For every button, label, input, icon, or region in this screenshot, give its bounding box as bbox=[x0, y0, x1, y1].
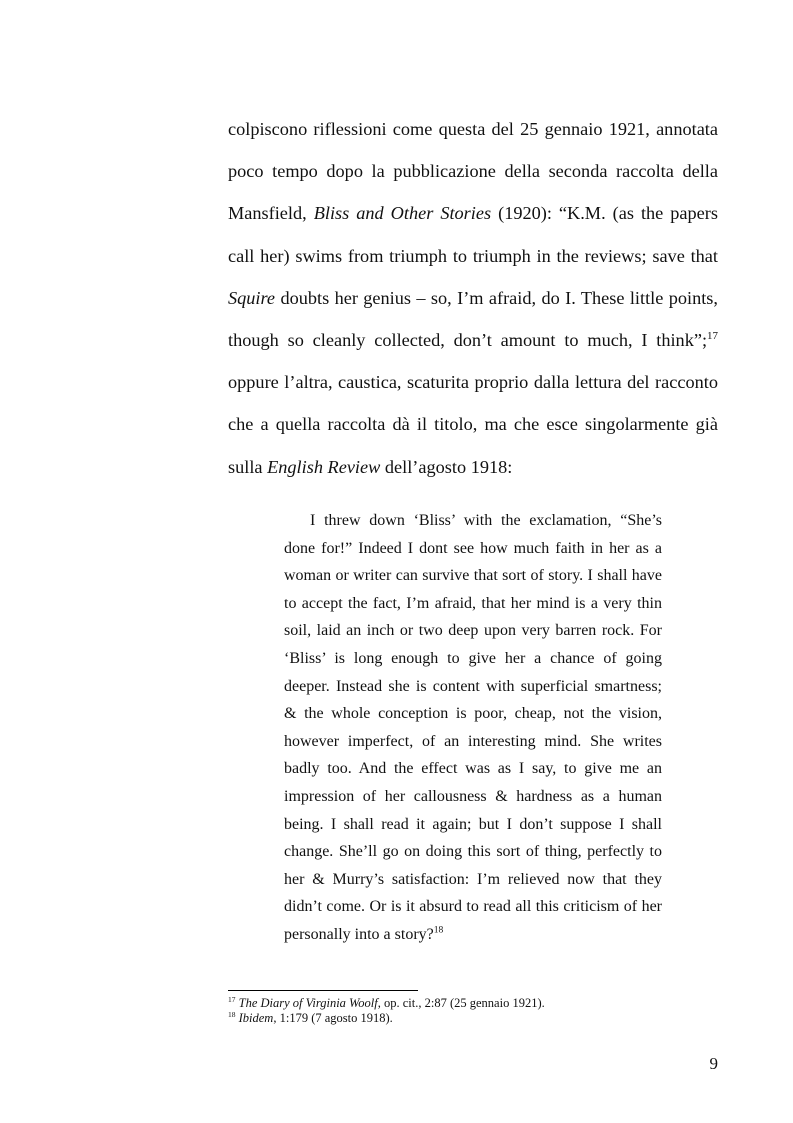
quote-text: I threw down ‘Bliss’ with the exclamation, “She’s done for!” Indeed I dont see how much faith in her as a woman or writer can survive that sort of story. I shall have to accept the fact, I’m afraid, that her mind is a very thin soil, laid an inch or two deep upon very barren rock. For ‘Bliss’ is long enough to give her a chance of going deeper. Instead she is content with superficial smartness; & the whole conception is poor, cheap, not the vision, however imperfect, of an interesting mind. She writes badly too. And the effect was as I say, to give me an impression of her callousness & hardness as a human being. I shall read it again; but I don’t suppose I shall change. She’ll go on doing this sort of thing, perfectly to her & Murry’s satisfaction: I’m relieved now that they didn’t come. Or is it absurd to read all this criticism of her personally into a story? bbox=[284, 512, 662, 943]
body-text-2: (1920): “K.M. (as the papers call her) swims from triumph to triumph in the reviews; save that bbox=[228, 203, 718, 266]
footnote-17 bbox=[228, 996, 728, 1011]
body-text-3: doubts her genius – so, I’m afraid, do I. These little points, though so cleanly collected, don’t amount to much, I think”; bbox=[228, 287, 718, 351]
footnotes bbox=[228, 996, 728, 1026]
block-quote bbox=[284, 507, 662, 949]
footnote-separator bbox=[228, 990, 418, 991]
body-paragraph bbox=[228, 108, 718, 488]
footnote-ref-18[interactable]: 18 bbox=[433, 924, 444, 936]
body-text-1: colpiscono riflessioni come questa del 25 gennaio 1921, annotata poco tempo dopo la pubblicazione della seconda raccolta della Mansfield, bbox=[228, 119, 718, 224]
footnote-title: The Diary of Virginia Woolf bbox=[238, 996, 378, 1010]
body-text-5: dell’agosto 1918: bbox=[380, 456, 513, 477]
footnote-text: , 1:179 (7 agosto 1918). bbox=[273, 1011, 393, 1025]
squire-name: Squire bbox=[228, 287, 276, 308]
page-number: 9 bbox=[709, 1054, 718, 1073]
footnote-text: , op. cit., 2:87 (25 gennaio 1921). bbox=[377, 996, 545, 1010]
review-title: English Review bbox=[267, 456, 381, 477]
body-text-4: oppure l’altra, caustica, scaturita proprio dalla lettura del racconto che a quella raccolta dà il titolo, ma che esce singolarmente già sulla bbox=[228, 372, 718, 477]
book-title: Bliss and Other Stories bbox=[313, 203, 492, 224]
footnote-number: 18 bbox=[228, 1009, 236, 1019]
footnote-title: Ibidem bbox=[238, 1011, 274, 1025]
footnote-ref-17[interactable]: 17 bbox=[707, 329, 718, 342]
footnote-number: 17 bbox=[228, 994, 236, 1004]
footnote-18 bbox=[228, 1011, 728, 1026]
